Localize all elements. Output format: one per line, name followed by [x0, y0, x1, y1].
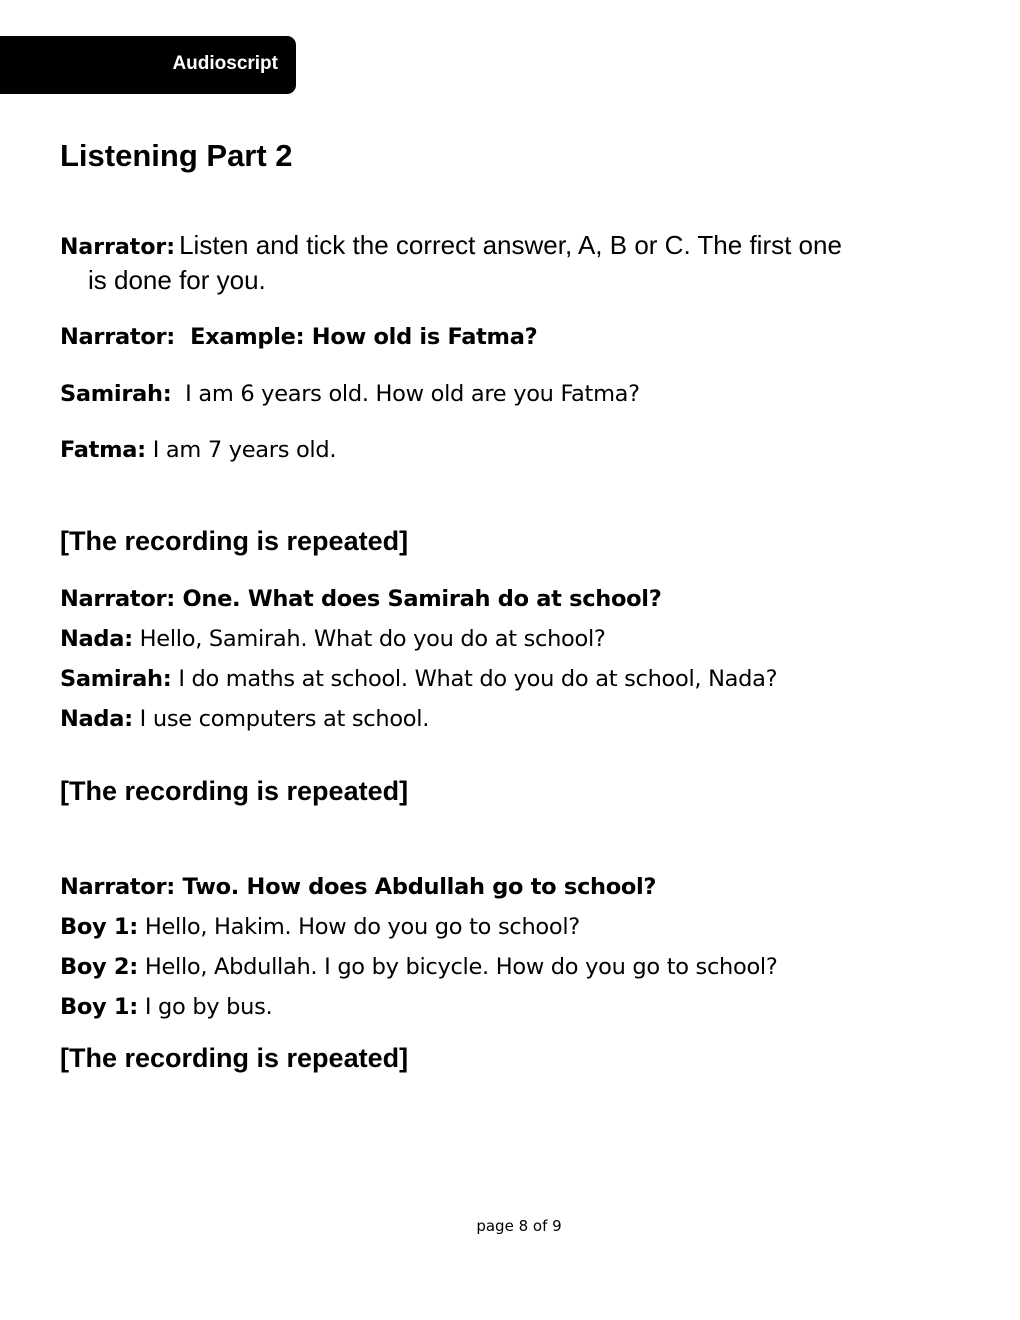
audioscript-tab [0, 36, 296, 94]
intro-instruction [60, 228, 970, 298]
two-line-2-text: Hello, Abdullah. I go by bicycle. How do you go to school? [144, 954, 778, 980]
two-line-2-speaker: Boy 2: [60, 954, 138, 980]
one-line-2-text: I do maths at school. What do you do at school, Nada? [178, 666, 778, 692]
intro-speaker: Narrator: [60, 235, 176, 260]
two-dialogue-line [60, 992, 272, 1022]
two-line-1-speaker: Boy 1: [60, 914, 138, 940]
one-line-3-speaker: Nada: [60, 706, 133, 732]
intro-text-line1: Listen and tick the correct answer, A, B or C. The first one [179, 230, 842, 260]
one-repeat-note: [The recording is repeated] [60, 776, 409, 806]
example-narrator-line [60, 322, 537, 352]
one-dialogue-line [60, 704, 429, 734]
one-line-2-speaker: Samirah: [60, 666, 172, 692]
one-line-3-text: I use computers at school. [139, 706, 430, 732]
one-dialogue-line [60, 664, 777, 694]
one-narrator-text: One. What does Samirah do at school? [182, 586, 662, 612]
example-fatma-speaker: Fatma: [60, 437, 146, 463]
example-narrator-speaker: Narrator: [60, 324, 175, 350]
audioscript-tab-label: Audioscript [172, 53, 278, 74]
example-narrator-text: Example: How old is Fatma? [190, 324, 538, 350]
two-narrator-line [60, 872, 656, 902]
example-samirah-line [60, 379, 640, 409]
page-number: page 8 of 9 [476, 1217, 562, 1235]
two-line-3-text: I go by bus. [144, 994, 273, 1020]
intro-text-line2: is done for you. [88, 265, 266, 295]
one-narrator-speaker: Narrator: [60, 586, 175, 612]
two-line-1-text: Hello, Hakim. How do you go to school? [144, 914, 580, 940]
example-fatma-line [60, 435, 336, 465]
one-line-1-speaker: Nada: [60, 626, 133, 652]
two-narrator-speaker: Narrator: [60, 874, 175, 900]
two-dialogue-line [60, 952, 778, 982]
example-samirah-speaker: Samirah: [60, 381, 172, 407]
two-narrator-text: Two. How does Abdullah go to school? [182, 874, 657, 900]
two-line-3-speaker: Boy 1: [60, 994, 138, 1020]
one-line-1-text: Hello, Samirah. What do you do at school? [139, 626, 606, 652]
two-repeat-note: [The recording is repeated] [60, 1043, 409, 1073]
example-samirah-text: I am 6 years old. How old are you Fatma? [185, 381, 640, 407]
example-fatma-text: I am 7 years old. [152, 437, 337, 463]
page-heading: Listening Part 2 [60, 138, 293, 173]
two-dialogue-line [60, 912, 580, 942]
one-narrator-line [60, 584, 661, 614]
example-repeat-note: [The recording is repeated] [60, 526, 409, 556]
one-dialogue-line [60, 624, 606, 654]
